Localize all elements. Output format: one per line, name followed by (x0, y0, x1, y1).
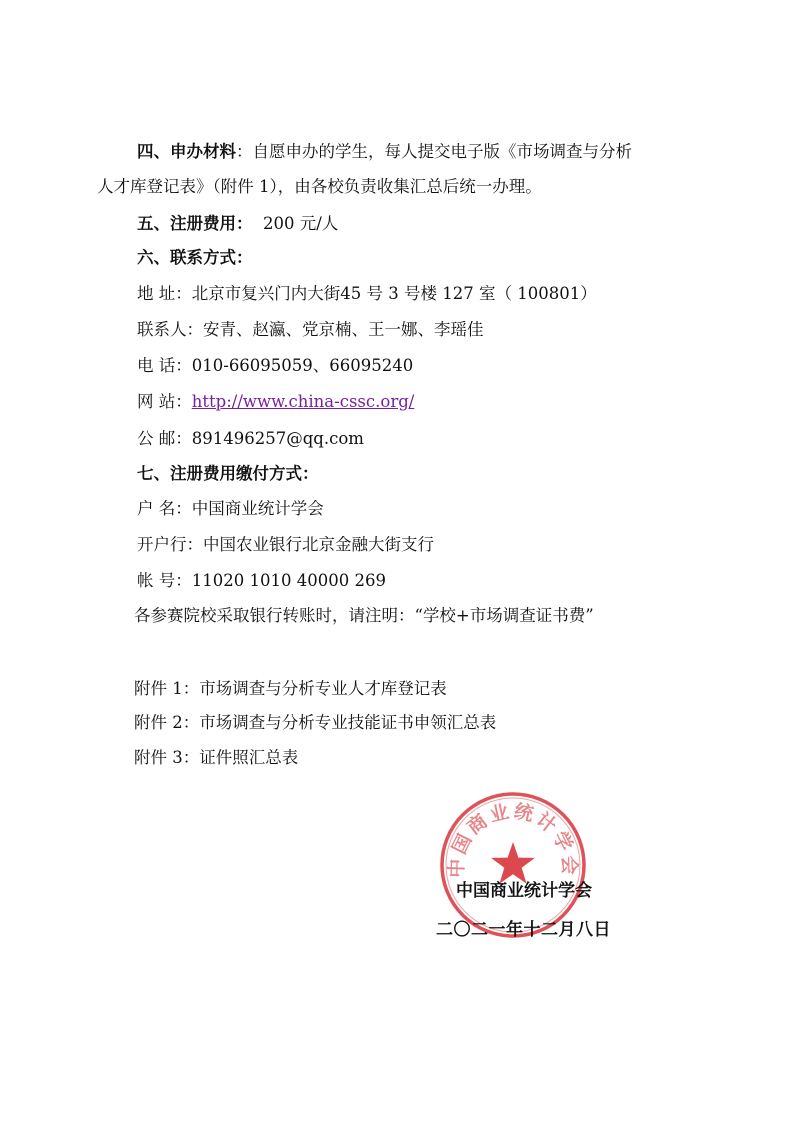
website-label: 网 站： (137, 392, 192, 411)
website-link[interactable]: http://www.china-cssc.org/ (191, 392, 415, 411)
contact-phone: 电 话：010-66095059、66095240 (137, 356, 414, 375)
contact-website (137, 390, 414, 414)
signature-organization: 中国商业统计学会 (456, 881, 592, 901)
contact-address: 地 址：北京市复兴门内大街45 号 3 号楼 127 室（ 100801） (137, 284, 597, 303)
materials-heading: 四、申办材料 (137, 142, 236, 161)
email-value: 891496257@qq.com (191, 429, 364, 448)
materials-text-line2: 人才库登记表》（附件 1），由各校负责收集汇总后统一办理。 (97, 177, 542, 196)
fee-value: 200 元/人 (263, 214, 339, 233)
contact-heading: 六、联系方式： (137, 248, 253, 267)
attachment-2: 附件 2：市场调查与分析专业技能证书申领汇总表 (134, 713, 497, 732)
payment-account-no: 帐 号：11020 1010 40000 269 (137, 571, 386, 590)
attachment-3: 附件 3：证件照汇总表 (134, 748, 299, 767)
contact-email (137, 427, 364, 451)
payment-bank: 开户行：中国农业银行北京金融大街支行 (137, 535, 434, 554)
seal-text: 中国商业统计学会 (445, 800, 581, 878)
attachment-1: 附件 1：市场调查与分析专业人才库登记表 (134, 679, 447, 698)
payment-heading: 七、注册费用缴付方式： (137, 464, 319, 483)
materials-text-line1: ：自愿申办的学生，每人提交电子版《市场调查与分析 (236, 142, 632, 161)
email-label: 公 邮： (137, 429, 192, 448)
payment-account-name: 户 名：中国商业统计学会 (137, 499, 324, 518)
signature-date: 二〇二一年十二月八日 (436, 920, 611, 940)
payment-note: 各参赛院校采取银行转账时，请注明：“学校+市场调查证书费” (134, 606, 594, 625)
fee-heading: 五、注册费用： (137, 214, 253, 233)
fee-paragraph (137, 212, 338, 236)
contact-people: 联系人：安青、赵瀛、党京楠、王一娜、李瑶佳 (137, 320, 484, 339)
materials-paragraph (137, 140, 632, 164)
